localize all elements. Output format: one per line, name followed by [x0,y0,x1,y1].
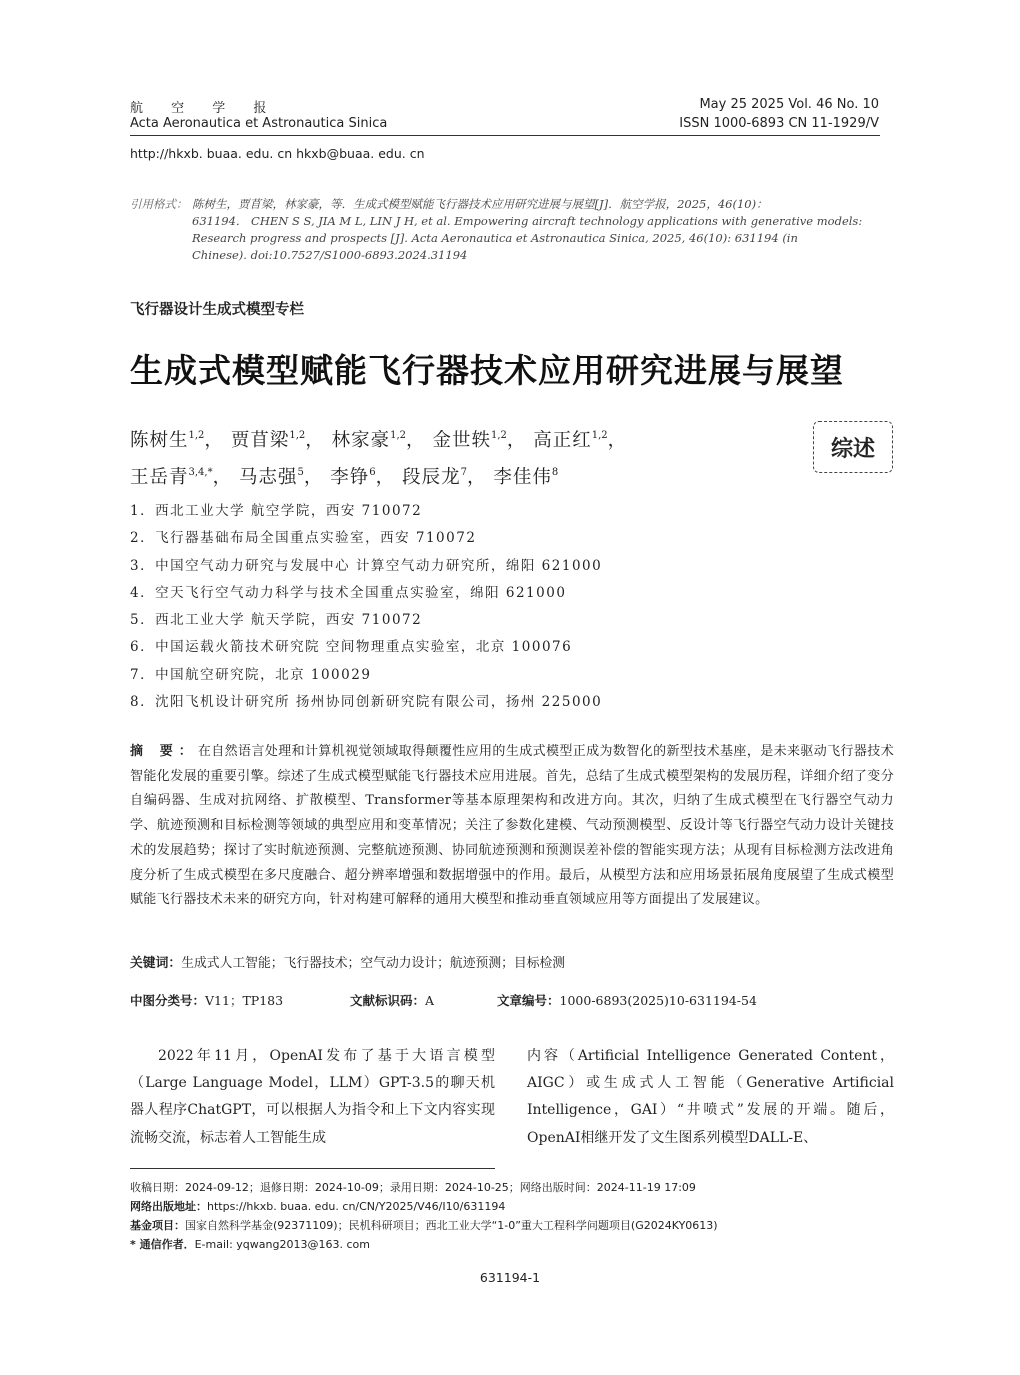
author: 马志强$^5$ [239,467,304,488]
classification-line [130,991,894,1009]
author-line-2: 王岳青$^{3,4,*}$， 马志强$^5$， 李铮$^6$， 段辰龙$^7$， 李佳伟$^8$ [130,467,559,488]
email-link[interactable]: E-mail: yqwang2013@163. com [194,1238,370,1251]
affiliation-item: 2．飞行器基础布局全国重点实验室，西安 710072 [130,530,477,547]
affiliation-item: 5．西北工业大学 航天学院，西安 710072 [130,612,423,629]
journal-urls[interactable]: http://hkxb. buaa. edu. cn hkxb@buaa. edu. cn [130,146,425,161]
footnote-online: 网络出版地址：https://hkxb. buaa. edu. cn/CN/Y2025/V46/I10/631194 [130,1200,506,1213]
journal-name-cn: 航 空 学 报 [130,101,279,116]
author: 林家豪$^{1,2}$ [331,430,407,451]
footnote-divider [130,1168,495,1169]
abstract-label: 摘 要： [130,744,198,759]
citation-body [192,196,892,264]
document-code: 文献标识码：A [350,993,435,1008]
affiliation-item: 7．中国航空研究院，北京 100029 [130,666,372,683]
column-label: 飞行器设计生成式模型专栏 [130,302,304,318]
affiliation-item: 1．西北工业大学 航空学院，西安 710072 [130,503,423,519]
keywords [130,952,565,971]
author: 金世轶$^{1,2}$ [432,430,507,451]
abstract-text: 在自然语言处理和计算机视觉领域取得颠覆性应用的生成式模型正成为数智化的新型技术基座，是未来驱动飞行器技术智能化发展的重要引擎。综述了生成式模型赋能飞行器技术应用进展。首先，总结了生成式模型架构的发展历程，详细介绍了变分自编码器、生成对抗网络、扩散模型、Transformer等基本原理架构和改进方向。其次，归纳了生成式模型在飞行器空气动力学、航迹预测和目标检测等领域的典型应用和变革情况；关注了参数化建模、气动预测模型、反设计等飞行器空气动力设计关键技术的发展趋势；探讨了实时航迹预测、完整航迹预测、协同航迹预测和预测误差补偿的智能实现方法；从现有目标检测方法改进角度分析了生成式模型在多尺度融合、超分辨率增强和数据增强中的作用。最后，从模型方法和应用场景拓展角度展望了生成式模型赋能飞行器技术未来的研究方向，针对构建可解释的通用大模型和推动垂直领域应用等方面提出了发展建议。 [130,744,894,908]
author: 贾苜梁$^{1,2}$ [230,430,306,451]
author-line-1: 陈树生$^{1,2}$， 贾苜梁$^{1,2}$， 林家豪$^{1,2}$， 金世轶$^{1,2}$， 高正红$^{1,2}$， [130,430,628,451]
affiliation-list [130,498,602,716]
affiliation-item: 4．空天飞行空气动力科学与技术全国重点实验室，绵阳 621000 [130,584,567,601]
issn-info: ISSN 1000-6893 CN 11-1929/V [679,116,879,131]
paper-title: 生成式模型赋能飞行器技术应用研究进展与展望 [130,351,844,390]
keywords-text: 生成式人工智能；飞行器技术；空气动力设计；航迹预测；目标检测 [181,956,566,971]
citation-line: 陈树生，贾苜梁，林家豪，等．生成式模型赋能飞行器技术应用研究进展与展望[J]．航空学报，2025，46(10)： [192,197,768,211]
citation-lead: 引用格式： [130,197,188,211]
header-divider [130,135,880,136]
keywords-label: 关键词： [130,956,182,971]
footnotes [130,1178,718,1254]
author: 李佳伟$^8$ [493,467,559,488]
online-url-link[interactable]: https://hkxb. buaa. edu. cn/CN/Y2025/V46/I10/631194 [207,1200,506,1213]
issue-info: May 25 2025 Vol. 46 No. 10 [699,97,879,112]
affiliation-item: 6．中国运载火箭技术研究院 空间物理重点实验室，北京 100076 [130,639,573,656]
footnote-dates: 收稿日期：2024-09-12；退修日期：2024-10-09；录用日期：2024-10-25；网络出版时间：2024-11-19 17:09 [130,1181,696,1194]
author: 段辰龙$^7$ [402,467,467,488]
author-list [130,420,750,494]
footnote-corresponding: * 通信作者．E-mail: yqwang2013@163. com [130,1238,370,1251]
citation-line: 631194． CHEN S S, JIA M L, LIN J H, et al. Empowering aircraft technology applications with generative models: [192,214,863,228]
body-column-right: 内容（Artificial Intelligence Generated Content，AIGC）或生成式人工智能（Generative Artificial Intelligence，GAI）“井喷式”发展的开端。随后，OpenAI相继开发了文生图系列模型DALL-E、 [527,1048,894,1146]
affiliation-item: 3．中国空气动力研究与发展中心 计算空气动力研究所，绵阳 621000 [130,557,603,574]
article-number: 文章编号：1000-6893(2025)10-631194-54 [497,993,757,1008]
page-number: 631194-1 [479,1270,541,1285]
citation-line[interactable]: Chinese). doi:10.7527/S1000-6893.2024.31194 [192,248,468,262]
author: 高正红$^{1,2}$ [533,430,608,451]
footnote-fund: 基金项目：国家自然科学基金(92371109)；民机科研项目；西北工业大学“1-0”重大工程科学问题项目(G2024KY0613) [130,1219,718,1232]
affiliation-item: 8．沈阳飞机设计研究所 扬州协同创新研究院有限公司，扬州 225000 [130,694,603,711]
abstract [130,740,894,913]
clc-code: 中图分类号：V11；TP183 [130,993,284,1008]
citation-line: Research progress and prospects [J]. Acta Aeronautica et Astronautica Sinica, 2025, 46(10): 631194 (in [192,231,798,245]
author: 李铮$^6$ [330,467,376,488]
author: 陈树生$^{1,2}$ [130,430,205,451]
body-column-left: 2022年11月，OpenAI发布了基于大语言模型（Large Language Model，LLM）GPT-3.5的聊天机器人程序ChatGPT，可以根据人为指令和上下文内容实现流畅交流，标志着人工智能生成 [130,1048,495,1146]
author: 王岳青$^{3,4,*}$ [130,467,213,488]
journal-name-en: Acta Aeronautica et Astronautica Sinica [130,116,388,131]
review-badge: 综述 [813,421,893,473]
